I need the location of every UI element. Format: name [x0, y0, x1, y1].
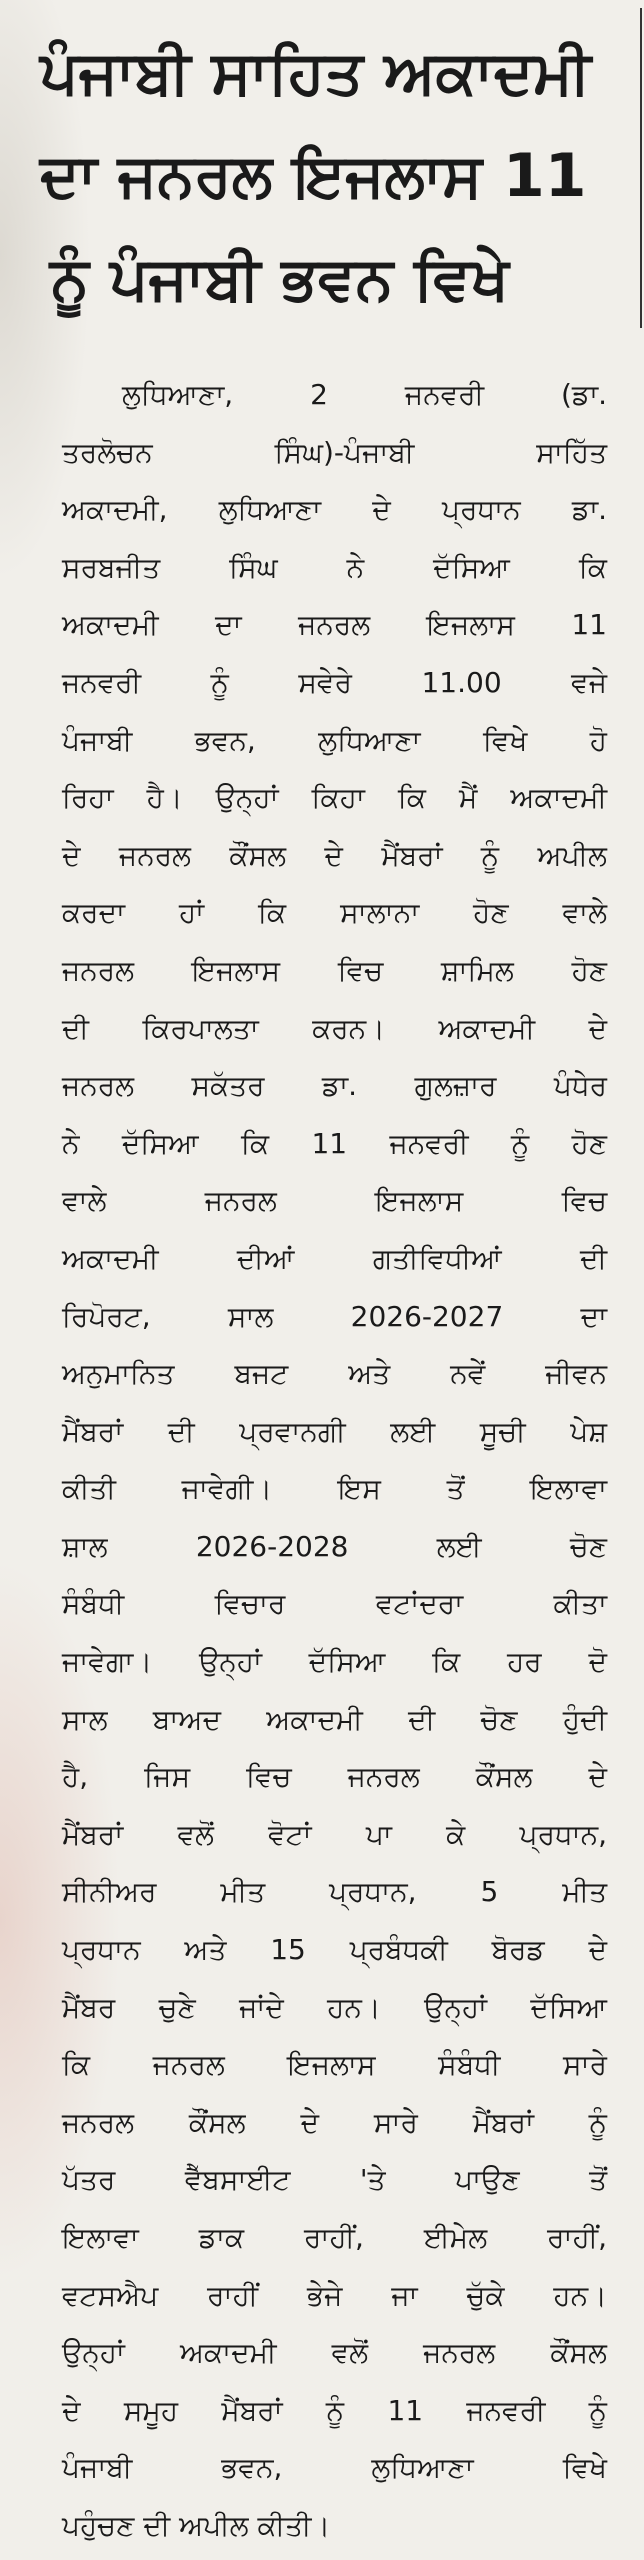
- article-line: ਪੰਜਾਬੀ ਭਵਨ, ਲੁਧਿਆਣਾ ਵਿਖੇ ਹੋ: [62, 723, 607, 757]
- article-line: ਇਲਾਵਾ ਡਾਕ ਰਾਹੀਂ, ਈਮੇਲ ਰਾਹੀਂ,: [62, 2221, 607, 2254]
- article-line: ਕਰਦਾ ਹਾਂ ਕਿ ਸਾਲਾਨਾ ਹੋਣ ਵਾਲੇ: [62, 896, 607, 930]
- column-rule: [640, 8, 642, 328]
- headline-line: ਪੰਜਾਬੀ ਸਾਹਿਤ ਅਕਾਦਮੀ: [40, 38, 591, 108]
- headline-line: ਨੂੰ ਪੰਜਾਬੀ ਭਵਨ ਵਿਖੇ: [50, 244, 509, 314]
- article-line: ਨੇ ਦੱਸਿਆ ਕਿ 11 ਜਨਵਰੀ ਨੂੰ ਹੋਣ: [62, 1126, 607, 1160]
- article-line: ਵਾਲੇ ਜਨਰਲ ਇਜਲਾਸ ਵਿਚ: [62, 1184, 607, 1218]
- article-line: ਰਿਪੋਰਟ, ਸਾਲ 2026-2027 ਦਾ: [62, 1299, 607, 1333]
- article-line: ਪੱਤਰ ਵੈੱਬਸਾਈਟ 'ਤੇ ਪਾਉਣ ਤੋਂ: [62, 2163, 607, 2197]
- article-line: ਕਿ ਜਨਰਲ ਇਜਲਾਸ ਸੰਬੰਧੀ ਸਾਰੇ: [62, 2048, 607, 2082]
- article-line: ਸੀਨੀਅਰ ਮੀਤ ਪ੍ਰਧਾਨ, 5 ਮੀਤ: [62, 1875, 607, 1909]
- article-line: ਰਿਹਾ ਹੈ। ਉਨ੍ਹਾਂ ਕਿਹਾ ਕਿ ਮੈਂ ਅਕਾਦਮੀ: [62, 781, 607, 815]
- article-line: ਦੇ ਸਮੂਹ ਮੈਂਬਰਾਂ ਨੂੰ 11 ਜਨਵਰੀ ਨੂੰ: [62, 2393, 607, 2427]
- article-body: [62, 366, 607, 2555]
- article-line: ਪੰਜਾਬੀ ਭਵਨ, ਲੁਧਿਆਣਾ ਵਿਖੇ: [62, 2451, 607, 2485]
- article-line: ਉਨ੍ਹਾਂ ਅਕਾਦਮੀ ਵਲੋਂ ਜਨਰਲ ਕੌਂਸਲ: [62, 2336, 607, 2370]
- article-line: ਸੰਬੰਧੀ ਵਿਚਾਰ ਵਟਾਂਦਰਾ ਕੀਤਾ: [62, 1587, 607, 1621]
- article-line: ਵਟਸਐਪ ਰਾਹੀਂ ਭੇਜੇ ਜਾ ਚੁੱਕੇ ਹਨ।: [62, 2278, 607, 2312]
- article-line: ਪਹੁੰਚਣ ਦੀ ਅਪੀਲ ਕੀਤੀ।: [62, 2508, 331, 2542]
- article-line: ਸ਼ਾਲ 2026-2028 ਲਈ ਚੋਣ: [62, 1529, 607, 1563]
- article-line: ਕੀਤੀ ਜਾਵੇਗੀ। ਇਸ ਤੋਂ ਇਲਾਵਾ: [62, 1472, 607, 1506]
- article-line: ਦੀ ਕਿਰਪਾਲਤਾ ਕਰਨ। ਅਕਾਦਮੀ ਦੇ: [62, 1011, 607, 1045]
- article-line: ਸਰਬਜੀਤ ਸਿੰਘ ਨੇ ਦੱਸਿਆ ਕਿ: [62, 550, 607, 584]
- article-line: ਲੁਧਿਆਣਾ, 2 ਜਨਵਰੀ (ਡਾ.: [122, 378, 607, 411]
- article-line: ਮੈਂਬਰਾਂ ਵਲੋਂ ਵੋਟਾਂ ਪਾ ਕੇ ਪ੍ਰਧਾਨ,: [62, 1817, 607, 1851]
- article-line: ਜਨਰਲ ਕੌਂਸਲ ਦੇ ਸਾਰੇ ਮੈਂਬਰਾਂ ਨੂੰ: [62, 2105, 607, 2139]
- article-line: ਮੈਂਬਰਾਂ ਦੀ ਪ੍ਰਵਾਨਗੀ ਲਈ ਸੂਚੀ ਪੇਸ਼: [62, 1414, 607, 1448]
- article-line: ਅਕਾਦਮੀ ਦੀਆਂ ਗਤੀਵਿਧੀਆਂ ਦੀ: [62, 1241, 607, 1275]
- article-line: ਜਨਵਰੀ ਨੂੰ ਸਵੇਰੇ 11.00 ਵਜੇ: [62, 665, 607, 699]
- article-line: ਅਕਾਦਮੀ ਦਾ ਜਨਰਲ ਇਜਲਾਸ 11: [62, 608, 607, 642]
- headline-line: ਦਾ ਜਨਰਲ ਇਜਲਾਸ 11: [40, 141, 587, 211]
- article-line: ਅਨੁਮਾਨਿਤ ਬਜਟ ਅਤੇ ਨਵੇਂ ਜੀਵਨ: [62, 1357, 607, 1391]
- article-line: ਜਨਰਲ ਸਕੱਤਰ ਡਾ. ਗੁਲਜ਼ਾਰ ਪੰਧੇਰ: [62, 1069, 607, 1103]
- article-line: ਜਾਵੇਗਾ। ਉਨ੍ਹਾਂ ਦੱਸਿਆ ਕਿ ਹਰ ਦੋ: [62, 1645, 607, 1679]
- article-line: ਪ੍ਰਧਾਨ ਅਤੇ 15 ਪ੍ਰਬੰਧਕੀ ਬੋਰਡ ਦੇ: [62, 1933, 607, 1967]
- article-line: ਅਕਾਦਮੀ, ਲੁਧਿਆਣਾ ਦੇ ਪ੍ਰਧਾਨ ਡਾ.: [62, 493, 607, 527]
- article-line: ਮੈਂਬਰ ਚੁਣੇ ਜਾਂਦੇ ਹਨ। ਉਨ੍ਹਾਂ ਦੱਸਿਆ: [62, 1990, 607, 2024]
- article-headline: [40, 22, 600, 331]
- article-line: ਦੇ ਜਨਰਲ ਕੌਂਸਲ ਦੇ ਮੈਂਬਰਾਂ ਨੂੰ ਅਪੀਲ: [62, 838, 607, 872]
- article-line: ਸਾਲ ਬਾਅਦ ਅਕਾਦਮੀ ਦੀ ਚੋਣ ਹੁੰਦੀ: [62, 1702, 607, 1736]
- article-line: ਹੈ, ਜਿਸ ਵਿਚ ਜਨਰਲ ਕੌਂਸਲ ਦੇ: [62, 1760, 607, 1794]
- article-line: ਤਰਲੋਚਨ ਸਿੰਘ)-ਪੰਜਾਬੀ ਸਾਹਿੱਤ: [62, 435, 607, 469]
- article-line: ਜਨਰਲ ਇਜਲਾਸ ਵਿਚ ਸ਼ਾਮਿਲ ਹੋਣ: [62, 953, 607, 987]
